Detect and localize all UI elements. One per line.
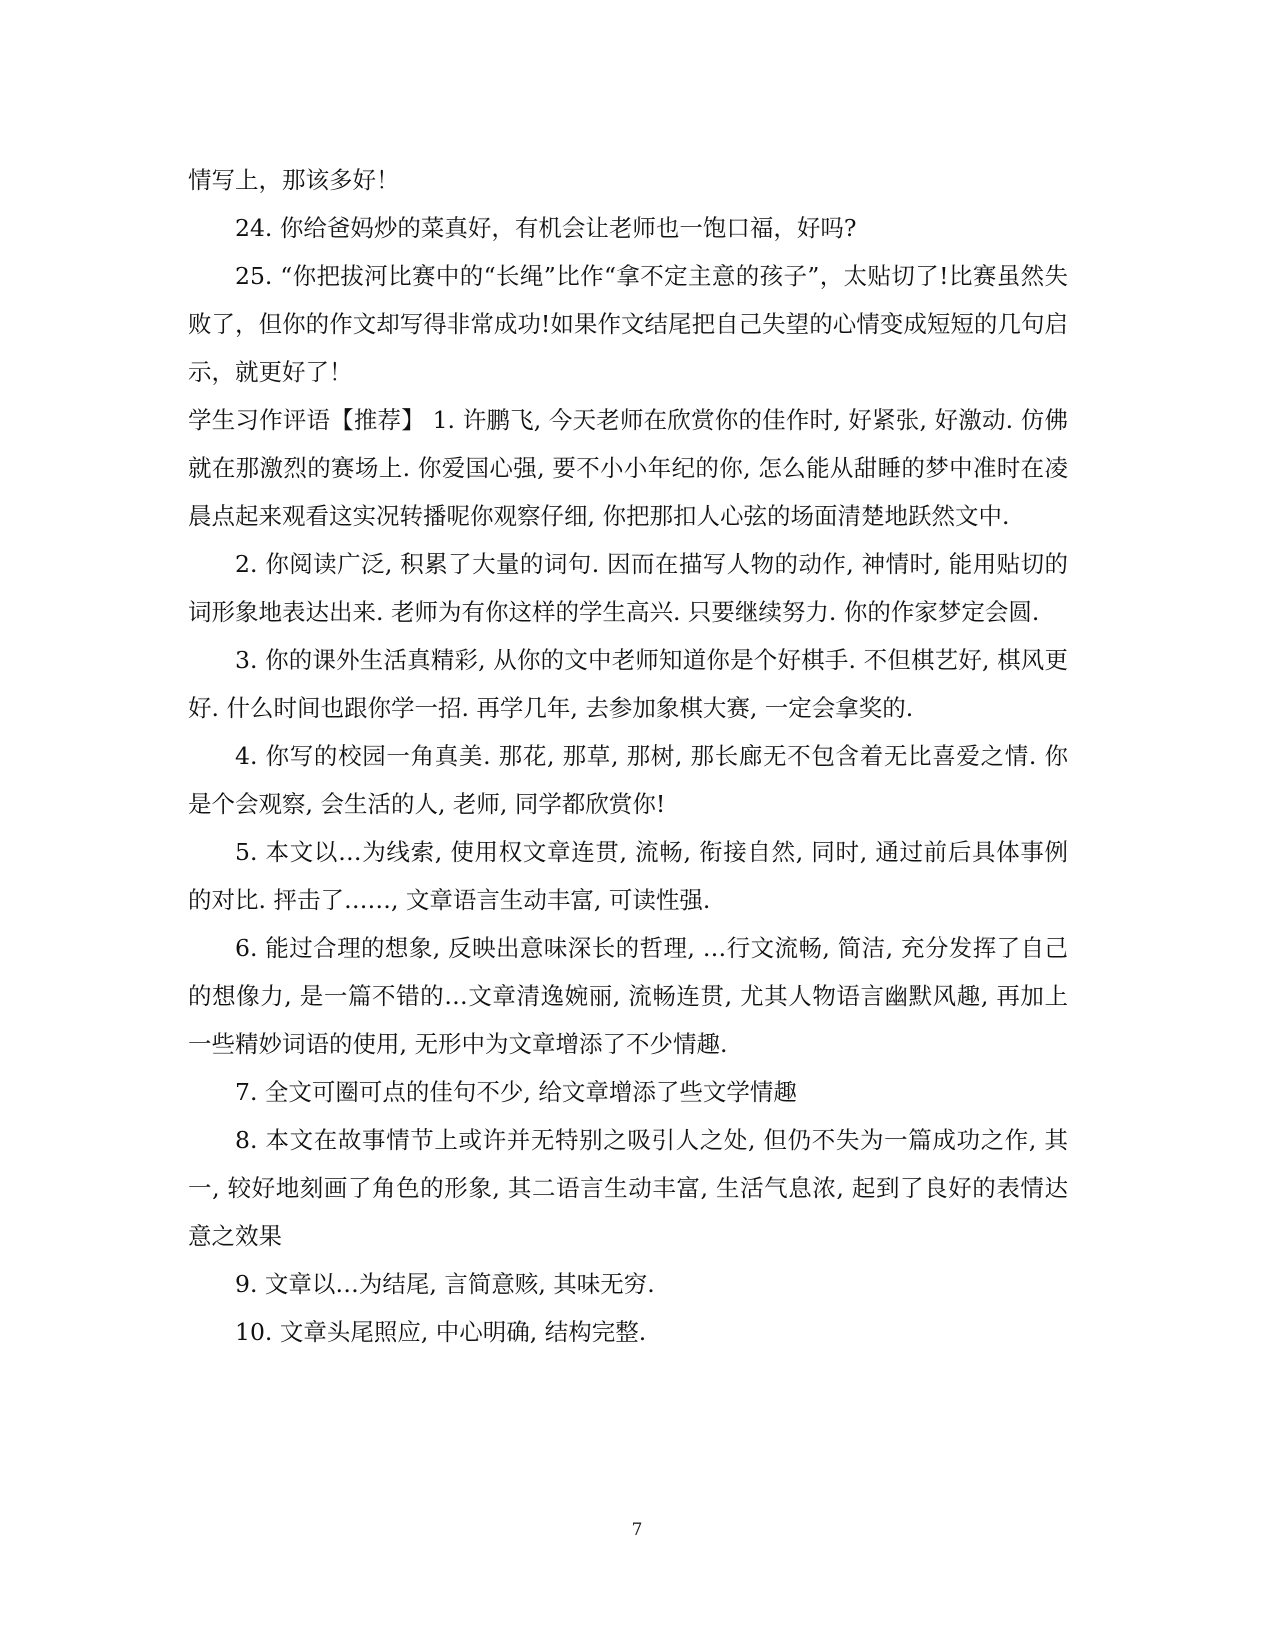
page-number: 7 xyxy=(631,1520,643,1540)
paragraph-item-4: 4. 你写的校园一角真美. 那花, 那草, 那树, 那长廊无不包含着无比喜爱之情. 你是个会观察, 会生活的人, 老师, 同学都欣赏你! xyxy=(188,742,1068,818)
paragraph-item-24: 24. 你给爸妈炒的菜真好，有机会让老师也一饱口福，好吗? xyxy=(235,214,857,242)
paragraph-recommend-item-1: 学生习作评语【推荐】 1. 许鹏飞, 今天老师在欣赏你的佳作时, 好紧张, 好激动. 仿佛就在那激烈的赛场上. 你爱国心强, 要不小小年纪的你, 怎么能从甜睡的梦中准时在凌晨点起来观看这实况转播呢你观察仔细, 你把那扣人心弦的场面清楚地跃然文中. xyxy=(188,406,1068,530)
paragraph-item-9: 9. 文章以…为结尾, 言简意赅, 其味无穷. xyxy=(235,1270,655,1298)
paragraph-item-25: 25. “你把拔河比赛中的“长绳”比作“拿不定主意的孩子”，太贴切了!比赛虽然失败了，但你的作文却写得非常成功!如果作文结尾把自己失望的心情变成短短的几句启示，就更好了！ xyxy=(188,262,1068,386)
body-text xyxy=(188,156,1068,1356)
paragraph-item-3: 3. 你的课外生活真精彩, 从你的文中老师知道你是个好棋手. 不但棋艺好, 棋风更好. 什么时间也跟你学一招. 再学几年, 去参加象棋大赛, 一定会拿奖的. xyxy=(188,646,1068,722)
paragraph-continuation: 情写上，那该多好！ xyxy=(188,166,400,194)
paragraph-item-6: 6. 能过合理的想象, 反映出意味深长的哲理, …行文流畅, 简洁, 充分发挥了自己的想像力, 是一篇不错的…文章清逸婉丽, 流畅连贯, 尤其人物语言幽默风趣, 再加上一些精妙词语的使用, 无形中为文章增添了不少情趣. xyxy=(188,934,1068,1058)
paragraph-item-2: 2. 你阅读广泛, 积累了大量的词句. 因而在描写人物的动作, 神情时, 能用贴切的词形象地表达出来. 老师为有你这样的学生高兴. 只要继续努力. 你的作家梦定会圆. xyxy=(188,550,1068,626)
paragraph-item-7: 7. 全文可圈可点的佳句不少, 给文章增添了些文学情趣 xyxy=(235,1078,797,1106)
paragraph-item-8: 8. 本文在故事情节上或许并无特别之吸引人之处, 但仍不失为一篇成功之作, 其一, 较好地刻画了角色的形象, 其二语言生动丰富, 生活气息浓, 起到了良好的表情达意之效果 xyxy=(188,1126,1068,1250)
paragraph-item-10: 10. 文章头尾照应, 中心明确, 结构完整. xyxy=(235,1318,647,1346)
paragraph-item-5: 5. 本文以…为线索, 使用权文章连贯, 流畅, 衔接自然, 同时, 通过前后具体事例的对比. 抨击了……, 文章语言生动丰富, 可读性强. xyxy=(188,838,1068,914)
